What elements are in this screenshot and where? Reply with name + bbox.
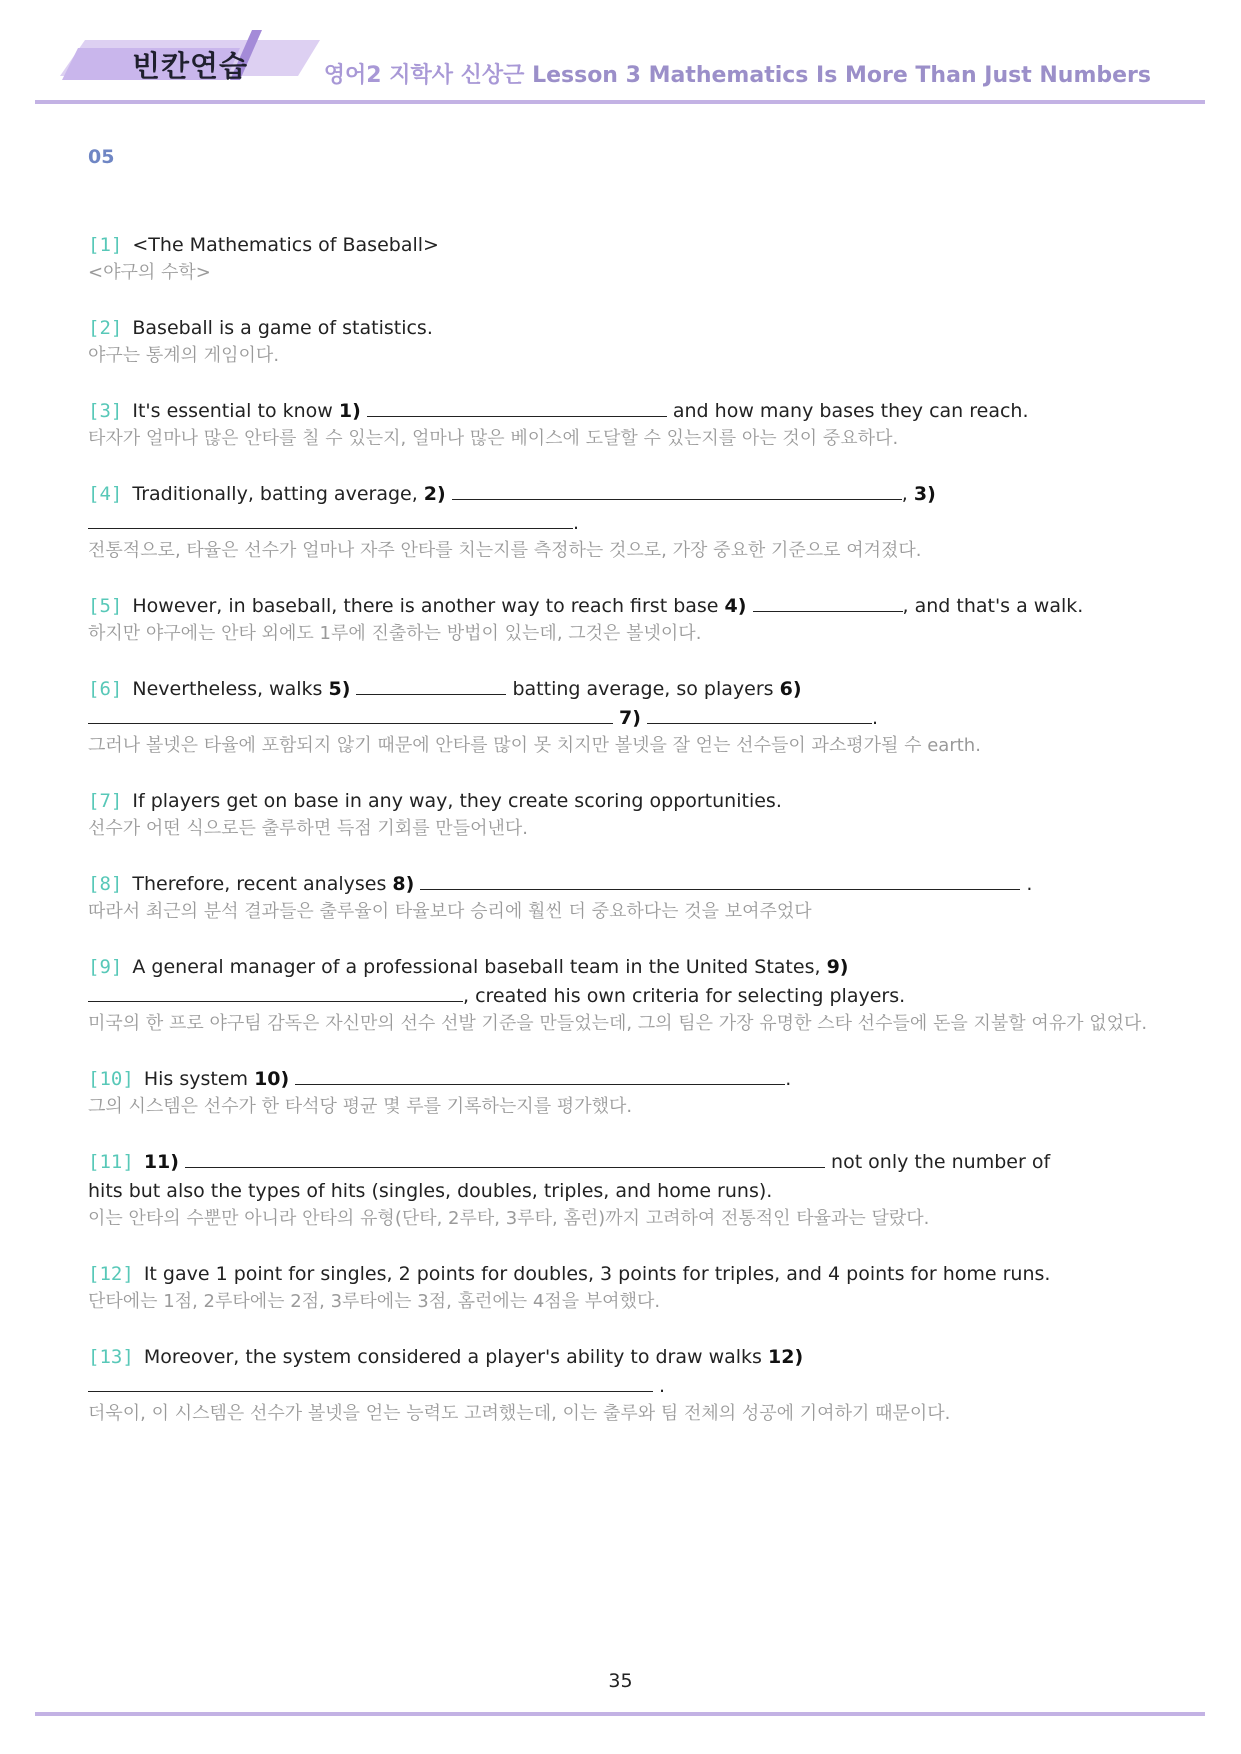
english-sentence: Moreover, the system considered a player's ability to draw walks: [143, 1346, 762, 1368]
list-item: [88, 314, 1148, 369]
blank-number: 12): [768, 1346, 804, 1368]
korean-translation: <야구의 수학>: [88, 262, 211, 283]
korean-translation: 미국의 한 프로 야구팀 감독은 자신만의 선수 선발 기준을 만들었는데, 그의 팀은 가장 유명한 스타 선수들에 돈을 지불할 여유가 없었다.: [88, 1013, 1148, 1034]
punctuation: .: [573, 512, 580, 534]
item-number: [9]: [88, 956, 123, 978]
item-number: [11]: [88, 1151, 134, 1173]
blank-number: 8): [392, 873, 415, 895]
header-title-ko: 영어2 지학사 신상근: [323, 63, 525, 88]
korean-translation: 하지만 야구에는 안타 외에도 1루에 진출하는 방법이 있는데, 그것은 볼넷이다.: [88, 623, 702, 644]
english-sentence: If players get on base in any way, they create scoring opportunities.: [132, 790, 782, 812]
punctuation: .: [785, 1068, 792, 1090]
punctuation: .: [872, 707, 879, 729]
english-sentence: It's essential to know: [132, 400, 333, 422]
english-sentence: Therefore, recent analyses: [132, 873, 387, 895]
blank-number: 4): [724, 595, 747, 617]
answer-blank[interactable]: [88, 510, 573, 529]
list-item: [88, 787, 1148, 842]
list-item: [88, 592, 1148, 647]
punctuation: ,: [901, 483, 908, 505]
english-sentence: hits but also the types of hits (singles, doubles, triples, and home runs).: [88, 1180, 773, 1202]
item-number: [8]: [88, 873, 123, 895]
answer-blank[interactable]: [452, 481, 902, 500]
answer-blank[interactable]: [295, 1066, 785, 1085]
korean-translation: 따라서 최근의 분석 결과들은 출루율이 타율보다 승리에 훨씬 더 중요하다는 것을 보여주었다: [88, 901, 812, 922]
item-number: [1]: [88, 234, 123, 256]
list-item: [88, 1065, 1148, 1120]
english-sentence: Baseball is a game of statistics.: [132, 317, 433, 339]
blank-number: 10): [254, 1068, 290, 1090]
item-number: [2]: [88, 317, 123, 339]
list-item: [88, 870, 1148, 925]
blank-number: 11): [143, 1151, 179, 1173]
header-title: [324, 58, 1151, 89]
english-sentence: , created his own criteria for selecting players.: [463, 985, 906, 1007]
punctuation: .: [1026, 873, 1033, 895]
english-sentence: However, in baseball, there is another way to reach first base: [132, 595, 719, 617]
answer-blank[interactable]: [88, 983, 463, 1002]
blank-number: 7): [619, 707, 641, 729]
blank-number: 9): [826, 956, 849, 978]
english-sentence: Traditionally, batting average,: [132, 483, 418, 505]
answer-blank[interactable]: [420, 871, 1020, 890]
worksheet-tag: 빈칸연습: [132, 49, 249, 83]
answer-blank[interactable]: [88, 1373, 653, 1392]
answer-blank[interactable]: [647, 705, 872, 724]
list-item: [88, 675, 1148, 759]
korean-translation: 더욱이, 이 시스템은 선수가 볼넷을 얻는 능력도 고려했는데, 이는 출루와 팀 전체의 성공에 기여하기 때문이다.: [88, 1403, 951, 1424]
english-sentence: and how many bases they can reach.: [672, 400, 1029, 422]
answer-blank[interactable]: [356, 676, 506, 695]
item-number: [10]: [88, 1068, 134, 1090]
english-sentence: <The Mathematics of Baseball>: [132, 234, 439, 256]
korean-translation: 선수가 어떤 식으로든 출루하면 득점 기회를 만들어낸다.: [88, 818, 528, 839]
punctuation: .: [659, 1375, 666, 1397]
item-number: [12]: [88, 1263, 134, 1285]
section-number: 05: [88, 146, 115, 168]
korean-translation: 야구는 통계의 게임이다.: [88, 345, 280, 366]
korean-translation: 그의 시스템은 선수가 한 타석당 평균 몇 루를 기록하는지를 평가했다.: [88, 1096, 633, 1117]
item-number: [5]: [88, 595, 123, 617]
item-number: [7]: [88, 790, 123, 812]
header-divider: [35, 100, 1205, 104]
list-item: [88, 231, 1148, 286]
page-number: 35: [608, 1670, 633, 1692]
english-sentence: Nevertheless, walks: [132, 678, 323, 700]
answer-blank[interactable]: [185, 1149, 825, 1168]
item-number: [13]: [88, 1346, 134, 1368]
english-sentence: It gave 1 point for singles, 2 points for doubles, 3 points for triples, and 4 points for home runs.: [143, 1263, 1051, 1285]
list-item: [88, 1260, 1148, 1315]
page-header: [0, 0, 1241, 110]
korean-translation: 그러나 볼넷은 타율에 포함되지 않기 때문에 안타를 많이 못 치지만 볼넷을 잘 얻는 선수들이 과소평가될 수 earth.: [88, 735, 981, 756]
blank-number: 5): [328, 678, 351, 700]
english-sentence: A general manager of a professional baseball team in the United States,: [132, 956, 821, 978]
list-item: [88, 480, 1148, 564]
korean-translation: 타자가 얼마나 많은 안타를 칠 수 있는지, 얼마나 많은 베이스에 도달할 수 있는지를 아는 것이 중요하다.: [88, 428, 899, 449]
english-sentence: , and that's a walk.: [902, 595, 1084, 617]
item-number: [4]: [88, 483, 123, 505]
item-number: [3]: [88, 400, 123, 422]
footer-divider: [35, 1712, 1205, 1716]
exercise-list: [88, 231, 1148, 1455]
list-item: [88, 1148, 1148, 1232]
answer-blank[interactable]: [367, 398, 667, 417]
answer-blank[interactable]: [88, 705, 613, 724]
blank-number: 3): [913, 483, 936, 505]
english-sentence: His system: [143, 1068, 249, 1090]
english-sentence: not only the number of: [831, 1151, 1051, 1173]
item-number: [6]: [88, 678, 123, 700]
korean-translation: 전통적으로, 타율은 선수가 얼마나 자주 안타를 치는지를 측정하는 것으로, 가장 중요한 기준으로 여겨졌다.: [88, 540, 922, 561]
header-title-en: Lesson 3 Mathematics Is More Than Just Numbers: [532, 63, 1151, 88]
answer-blank[interactable]: [753, 593, 903, 612]
korean-translation: 이는 안타의 수뿐만 아니라 안타의 유형(단타, 2루타, 3루타, 홈런)까지 고려하여 전통적인 타율과는 달랐다.: [88, 1208, 930, 1229]
korean-translation: 단타에는 1점, 2루타에는 2점, 3루타에는 3점, 홈런에는 4점을 부여했다.: [88, 1291, 661, 1312]
list-item: [88, 1343, 1148, 1427]
list-item: [88, 953, 1148, 1037]
list-item: [88, 397, 1148, 452]
blank-number: 2): [423, 483, 446, 505]
blank-number: 6): [779, 678, 802, 700]
english-sentence: batting average, so players: [512, 678, 774, 700]
blank-number: 1): [338, 400, 361, 422]
